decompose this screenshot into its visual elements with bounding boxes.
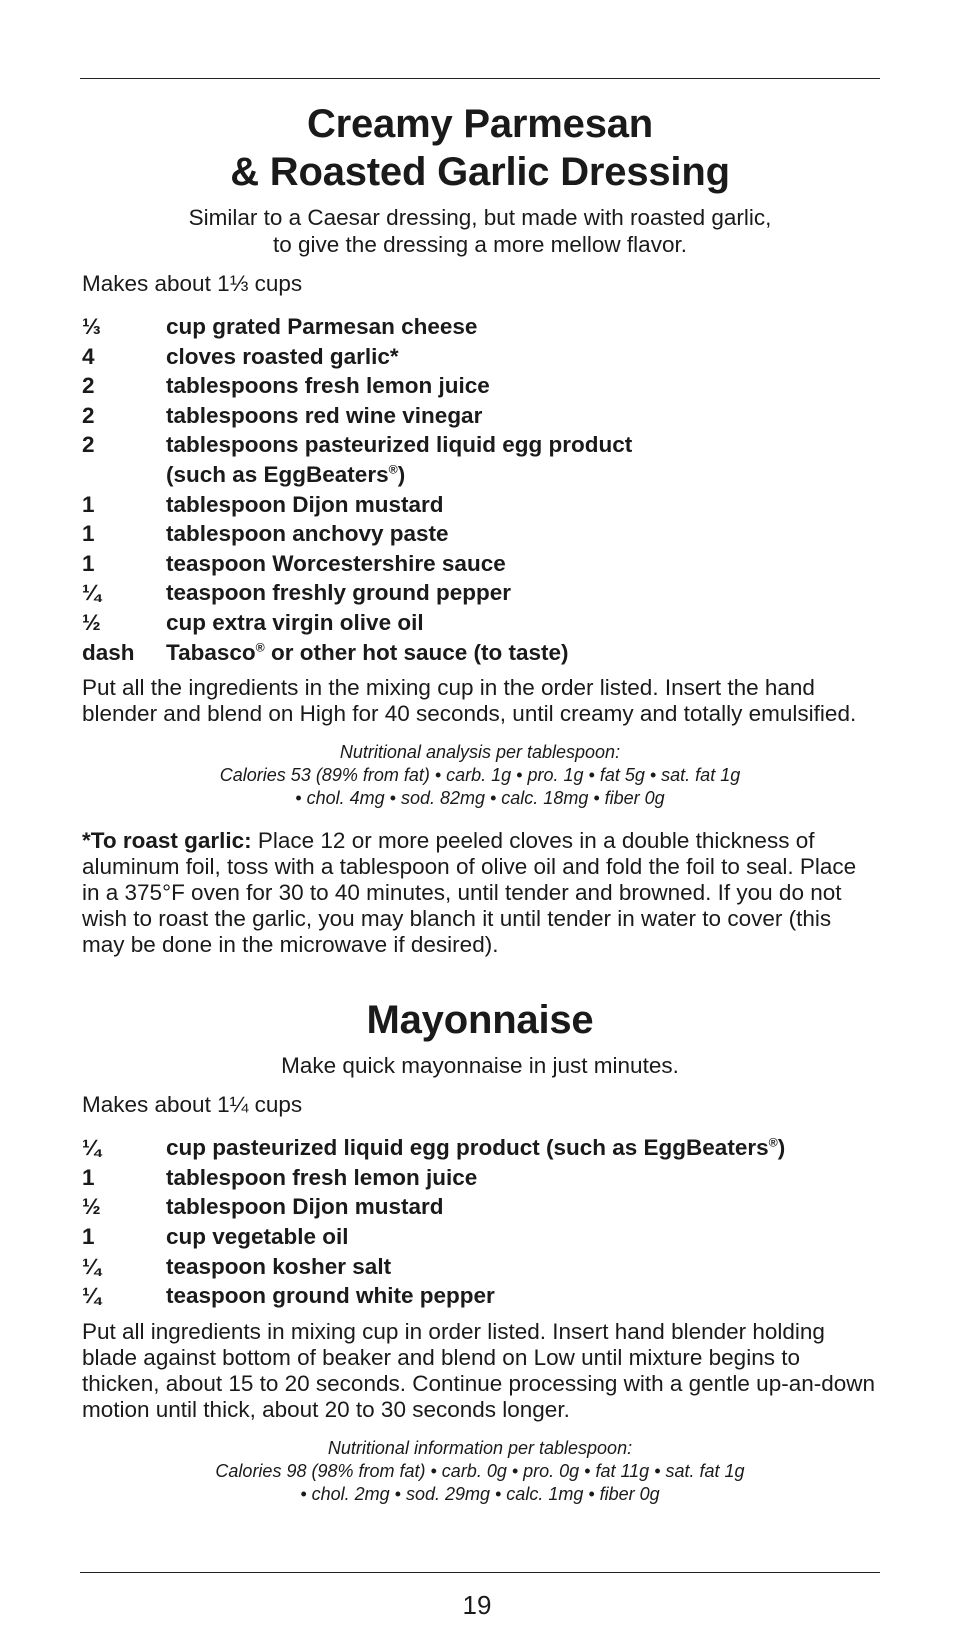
ingredient-name-part: (such as EggBeaters (166, 461, 389, 487)
ingredient-name: teaspoon ground white pepper (166, 1283, 495, 1309)
title-line: Creamy Parmesan (306, 102, 654, 146)
ingredient-row (82, 1192, 878, 1222)
ingredient-name: tablespoons fresh lemon juice (166, 373, 490, 399)
ingredient-quantity: 2 (82, 373, 95, 399)
page-number: 19 (462, 1590, 492, 1620)
ingredient-name (166, 460, 878, 490)
ingredient-row (82, 312, 878, 342)
ingredient-row (82, 1222, 878, 1252)
ingredient-row (82, 608, 878, 638)
nutrition-line: • chol. 4mg • sod. 82mg • calc. 18mg • fiber 0g (295, 788, 665, 809)
ingredient-name: tablespoon fresh lemon juice (166, 1164, 478, 1190)
roast-garlic-note (82, 828, 878, 958)
ingredient-name: teaspoon freshly ground pepper (166, 580, 512, 606)
ingredient-name: cup grated Parmesan cheese (166, 314, 478, 339)
ingredient-quantity: 1 (82, 550, 95, 576)
title-line: & Roasted Garlic Dressing (230, 150, 730, 194)
method-text: Put all ingredients in mixing cup in order listed. Insert hand blender holding blade against bottom of beaker and blend on Low until mixture begins to thicken, about 15 to 20 seconds. Continue processing with a gentle up-an-down motion until thick, about 20 to 30 seconds longer. (82, 1318, 876, 1422)
ingredient-name: tablespoons pasteurized liquid egg product (166, 432, 633, 458)
ingredient-row (82, 342, 878, 372)
ingredient-quantity: ¼ (82, 1253, 101, 1279)
nutrition-heading: Nutritional information per tablespoon: (327, 1437, 633, 1458)
ingredient-row (82, 578, 878, 608)
intro-line: Similar to a Caesar dressing, but made with roasted garlic, (188, 205, 772, 230)
ingredient-quantity: ½ (82, 1194, 101, 1220)
ingredient-quantity: 1 (82, 1223, 95, 1249)
nutrition-info (82, 1437, 878, 1506)
recipe-title-dressing (82, 100, 878, 196)
ingredient-list (82, 1133, 878, 1311)
ingredient-name: teaspoon Worcestershire sauce (166, 550, 506, 576)
ingredient-row (82, 1252, 878, 1282)
ingredient-quantity: ¼ (82, 580, 101, 606)
ingredient-name: cloves roasted garlic* (166, 343, 399, 369)
ingredient-name: tablespoon Dijon mustard (166, 1194, 444, 1220)
ingredient-name: tablespoons red wine vinegar (166, 402, 483, 428)
bottom-rule (80, 1572, 880, 1573)
recipe-title-mayonnaise: Mayonnaise (366, 998, 594, 1043)
ingredient-row (82, 1281, 878, 1311)
nutrition-line: • chol. 2mg • sod. 29mg • calc. 1mg • fiber 0g (300, 1483, 660, 1504)
registered-mark: ® (388, 462, 398, 477)
ingredient-name: tablespoon Dijon mustard (166, 491, 444, 517)
ingredient-row (82, 1133, 878, 1163)
ingredient-name (166, 638, 878, 668)
ingredient-name-part: ) (397, 461, 406, 487)
method-text: Put all the ingredients in the mixing cup in the order listed. Insert the hand blender and blend on High for 40 seconds, until creamy and totally emulsified. (82, 675, 857, 727)
ingredient-row (82, 401, 878, 431)
ingredient-name: tablespoon anchovy paste (166, 521, 449, 547)
ingredient-row (82, 1163, 878, 1193)
top-rule (80, 78, 880, 79)
ingredient-name: teaspoon kosher salt (166, 1253, 392, 1279)
ingredient-row (82, 549, 878, 579)
recipe-intro: Make quick mayonnaise in just minutes. (281, 1053, 679, 1079)
registered-mark: ® (255, 640, 265, 655)
ingredient-quantity: 4 (82, 343, 95, 369)
ingredient-quantity: ¼ (82, 1135, 101, 1161)
note-label: *To roast garlic: (82, 828, 252, 854)
nutrition-info (82, 741, 878, 810)
ingredient-row (82, 371, 878, 401)
ingredient-name: cup extra virgin olive oil (166, 609, 424, 635)
intro-line: to give the dressing a more mellow flavor. (273, 232, 687, 257)
recipe-page (82, 100, 878, 1506)
ingredient-quantity (82, 460, 166, 490)
nutrition-line: Calories 53 (89% from fat) • carb. 1g • pro. 1g • fat 5g • sat. fat 1g (219, 765, 741, 786)
registered-mark: ® (768, 1135, 778, 1150)
ingredient-quantity: 2 (82, 402, 95, 428)
ingredient-name-part: or other hot sauce (to taste) (264, 639, 569, 665)
ingredient-row (82, 490, 878, 520)
ingredient-quantity: 1 (82, 1164, 95, 1190)
yield-text: Makes about 1¼ cups (82, 1092, 303, 1118)
ingredient-name: cup vegetable oil (166, 1223, 349, 1249)
ingredient-quantity: 1 (82, 491, 95, 517)
ingredient-row (82, 638, 878, 668)
ingredient-row (82, 430, 878, 460)
ingredient-name-part: cup pasteurized liquid egg product (such as EggBeaters (166, 1135, 769, 1161)
ingredient-name-part: ) (777, 1135, 786, 1161)
note-text: Place 12 or more peeled cloves in a double thickness of aluminum foil, toss with a tablespoon of olive oil and fold the foil to seal. Place in a 375°F oven for 30 to 40 minutes, until tender and browned. If you do not wish to roast the garlic, you may blanch it until tender in water to cover (this may be done in the microwave if desired). (82, 828, 857, 958)
ingredient-name-part: Tabasco (166, 639, 256, 665)
ingredient-list (82, 312, 878, 667)
ingredient-quantity: dash (82, 639, 135, 665)
ingredient-name (166, 1133, 878, 1163)
yield-text: Makes about 1⅓ cups (82, 271, 303, 296)
ingredient-quantity: ½ (82, 609, 101, 635)
ingredient-quantity: 2 (82, 432, 95, 458)
nutrition-line: Calories 98 (98% from fat) • carb. 0g • pro. 0g • fat 11g • sat. fat 1g (215, 1460, 745, 1481)
ingredient-quantity: ⅓ (82, 314, 101, 339)
ingredient-quantity: 1 (82, 521, 95, 547)
ingredient-quantity: ¼ (82, 1283, 101, 1309)
nutrition-heading: Nutritional analysis per tablespoon: (339, 742, 621, 763)
recipe-intro (82, 204, 878, 258)
ingredient-row (82, 460, 878, 490)
ingredient-row (82, 519, 878, 549)
